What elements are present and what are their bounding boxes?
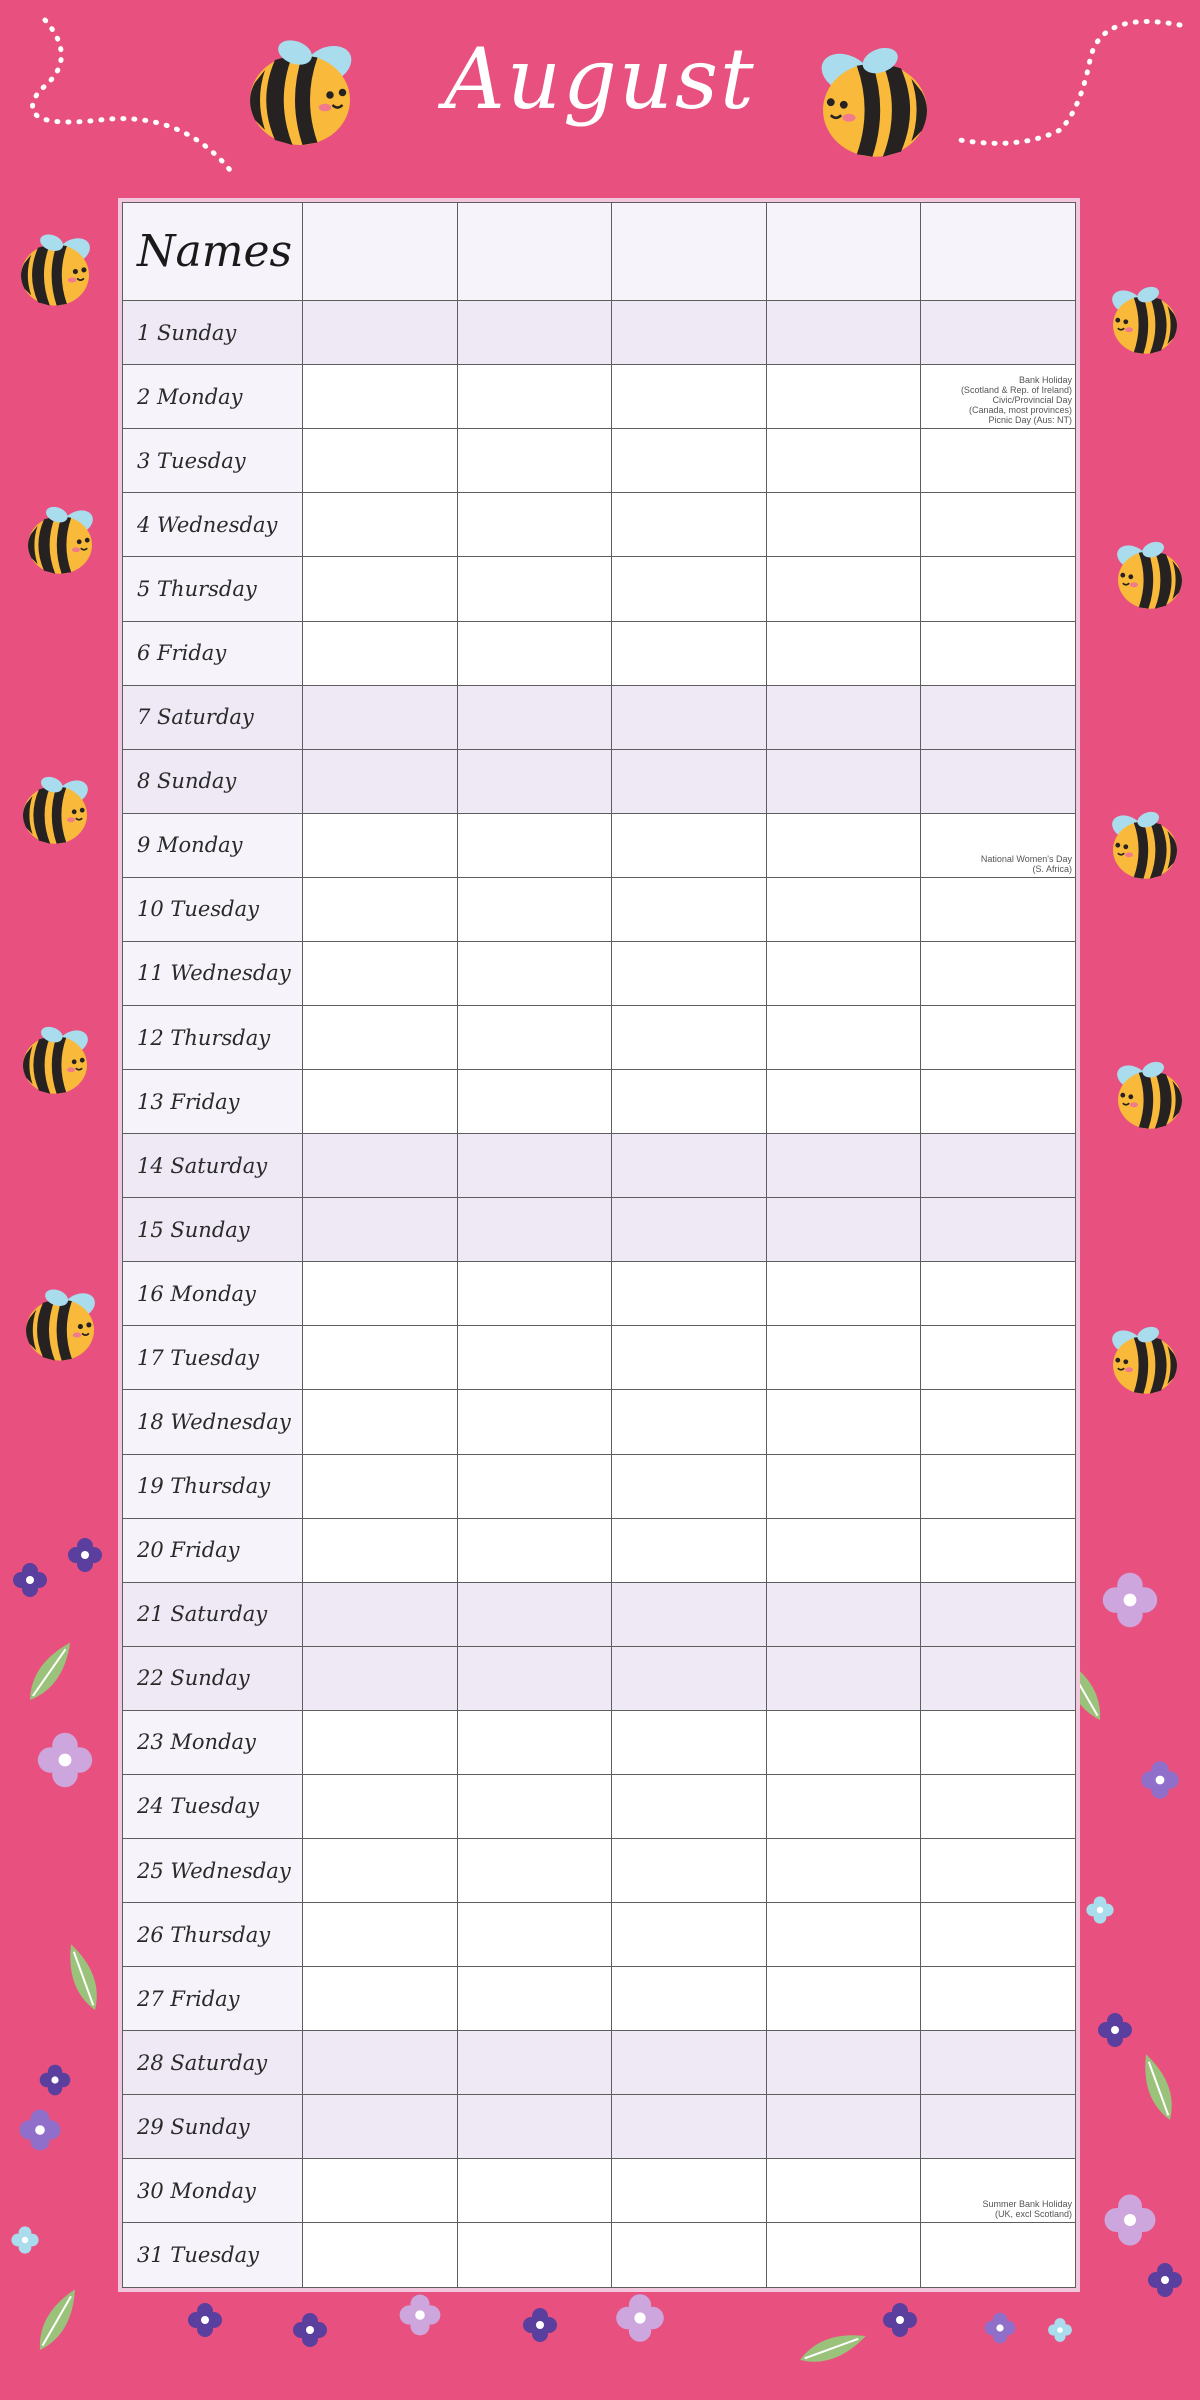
- flower-icon: [1103, 1573, 1157, 1627]
- day-cell[interactable]: [612, 2095, 767, 2159]
- day-cell[interactable]: [303, 621, 458, 685]
- day-cell[interactable]: [612, 749, 767, 813]
- day-cell[interactable]: [457, 1070, 612, 1134]
- day-cell[interactable]: [766, 365, 921, 429]
- name-column-header[interactable]: [766, 203, 921, 301]
- day-cell[interactable]: [303, 877, 458, 941]
- day-cell[interactable]: [612, 493, 767, 557]
- day-cell[interactable]: [766, 2095, 921, 2159]
- day-cell[interactable]: [766, 1710, 921, 1774]
- day-cell[interactable]: [921, 2095, 1076, 2159]
- calendar-table: [122, 202, 1076, 2288]
- day-cell[interactable]: [921, 877, 1076, 941]
- day-cell[interactable]: [303, 301, 458, 365]
- leaf-icon: [797, 2327, 870, 2370]
- day-cell[interactable]: [921, 1198, 1076, 1262]
- flower-icon: [400, 2295, 441, 2336]
- day-label: 7 Saturday: [123, 685, 303, 749]
- day-cell[interactable]: [612, 621, 767, 685]
- day-row: [123, 1839, 1076, 1903]
- day-cell[interactable]: [921, 1967, 1076, 2031]
- day-cell[interactable]: [457, 2031, 612, 2095]
- day-label: 9 Monday: [123, 813, 303, 877]
- day-cell[interactable]: [921, 2031, 1076, 2095]
- day-cell[interactable]: [921, 1903, 1076, 1967]
- day-row: [123, 621, 1076, 685]
- flower-icon: [523, 2308, 557, 2342]
- day-cell[interactable]: [612, 1646, 767, 1710]
- flower-icon: [13, 1563, 47, 1597]
- day-cell[interactable]: [303, 941, 458, 1005]
- leaf-icon: [1137, 2051, 1180, 2124]
- day-row: [123, 1390, 1076, 1454]
- day-label: 4 Wednesday: [123, 493, 303, 557]
- name-column-header[interactable]: [457, 203, 612, 301]
- day-cell[interactable]: [303, 429, 458, 493]
- day-row: [123, 1134, 1076, 1198]
- day-cell[interactable]: [457, 1710, 612, 1774]
- day-cell[interactable]: [303, 2223, 458, 2288]
- day-cell[interactable]: [921, 1710, 1076, 1774]
- day-cell[interactable]: [303, 1903, 458, 1967]
- day-cell[interactable]: [921, 1774, 1076, 1838]
- day-row: [123, 2223, 1076, 2288]
- day-cell[interactable]: [457, 941, 612, 1005]
- day-cell[interactable]: [766, 749, 921, 813]
- name-column-header[interactable]: [612, 203, 767, 301]
- day-cell[interactable]: [612, 2031, 767, 2095]
- day-label: 1 Sunday: [123, 301, 303, 365]
- day-cell[interactable]: [303, 749, 458, 813]
- day-cell[interactable]: [612, 301, 767, 365]
- day-label: 25 Wednesday: [123, 1839, 303, 1903]
- flower-icon: [1098, 2013, 1132, 2047]
- day-cell[interactable]: [457, 1198, 612, 1262]
- day-cell[interactable]: [612, 1839, 767, 1903]
- day-cell[interactable]: [921, 1326, 1076, 1390]
- day-row: [123, 813, 1076, 877]
- name-column-header[interactable]: [921, 203, 1076, 301]
- day-cell[interactable]: [612, 1710, 767, 1774]
- day-cell[interactable]: [612, 1903, 767, 1967]
- day-cell[interactable]: [612, 1262, 767, 1326]
- day-cell[interactable]: [457, 2095, 612, 2159]
- day-cell[interactable]: [766, 1006, 921, 1070]
- day-label: 6 Friday: [123, 621, 303, 685]
- day-cell[interactable]: [457, 1903, 612, 1967]
- day-label: 2 Monday: [123, 365, 303, 429]
- holiday-note: Bank Holiday (Scotland & Rep. of Ireland) Civic/Provincial Day (Canada, most provinces) Picnic Day (Aus: NT): [960, 375, 1072, 426]
- day-cell[interactable]: [766, 941, 921, 1005]
- day-label: 20 Friday: [123, 1518, 303, 1582]
- flower-icon: [883, 2303, 917, 2337]
- day-cell[interactable]: [921, 557, 1076, 621]
- day-label: 24 Tuesday: [123, 1774, 303, 1838]
- day-cell[interactable]: [921, 1646, 1076, 1710]
- day-cell[interactable]: [303, 1967, 458, 2031]
- day-row: [123, 1518, 1076, 1582]
- flower-icon: [11, 2226, 38, 2253]
- day-cell[interactable]: [766, 1262, 921, 1326]
- day-cell[interactable]: [457, 877, 612, 941]
- day-cell[interactable]: [457, 1454, 612, 1518]
- day-cell[interactable]: [921, 301, 1076, 365]
- bee-icon: [1108, 1324, 1177, 1394]
- day-cell[interactable]: [457, 365, 612, 429]
- flower-icon: [616, 2294, 664, 2342]
- day-cell[interactable]: [921, 2159, 1076, 2223]
- day-row: [123, 1967, 1076, 2031]
- day-cell[interactable]: [303, 1454, 458, 1518]
- calendar-grid: [118, 198, 1080, 2292]
- day-cell[interactable]: [303, 1326, 458, 1390]
- day-cell[interactable]: [921, 429, 1076, 493]
- day-row: [123, 685, 1076, 749]
- day-cell[interactable]: [766, 1967, 921, 2031]
- flower-icon: [38, 1733, 92, 1787]
- day-cell[interactable]: [457, 1518, 612, 1582]
- day-label: 18 Wednesday: [123, 1390, 303, 1454]
- month-title: August: [444, 30, 756, 128]
- flower-icon: [1141, 1761, 1178, 1798]
- day-cell[interactable]: [457, 557, 612, 621]
- day-row: [123, 1646, 1076, 1710]
- day-cell[interactable]: [457, 1839, 612, 1903]
- day-cell[interactable]: [921, 813, 1076, 877]
- bee-icon: [1108, 809, 1177, 879]
- flower-icon: [985, 2313, 1016, 2344]
- day-row: [123, 1710, 1076, 1774]
- day-cell[interactable]: [612, 1390, 767, 1454]
- day-cell[interactable]: [303, 1582, 458, 1646]
- day-row: [123, 2159, 1076, 2223]
- day-cell[interactable]: [612, 1454, 767, 1518]
- day-cell[interactable]: [303, 1006, 458, 1070]
- day-cell[interactable]: [766, 301, 921, 365]
- day-cell[interactable]: [612, 877, 767, 941]
- day-cell[interactable]: [766, 1903, 921, 1967]
- day-row: [123, 429, 1076, 493]
- day-cell[interactable]: [612, 685, 767, 749]
- day-label: 16 Monday: [123, 1262, 303, 1326]
- day-row: [123, 1454, 1076, 1518]
- day-cell[interactable]: [921, 621, 1076, 685]
- flower-icon: [68, 1538, 102, 1572]
- day-cell[interactable]: [921, 1454, 1076, 1518]
- day-cell[interactable]: [612, 1198, 767, 1262]
- day-cell[interactable]: [766, 1134, 921, 1198]
- day-label: 12 Thursday: [123, 1006, 303, 1070]
- day-label: 15 Sunday: [123, 1198, 303, 1262]
- day-label: 29 Sunday: [123, 2095, 303, 2159]
- day-cell[interactable]: [766, 1390, 921, 1454]
- day-cell[interactable]: [303, 1839, 458, 1903]
- day-cell[interactable]: [766, 1198, 921, 1262]
- day-cell[interactable]: [612, 941, 767, 1005]
- day-label: 17 Tuesday: [123, 1326, 303, 1390]
- day-row: [123, 1582, 1076, 1646]
- day-cell[interactable]: [766, 2031, 921, 2095]
- day-cell[interactable]: [457, 621, 612, 685]
- day-label: 21 Saturday: [123, 1582, 303, 1646]
- day-cell[interactable]: [766, 1326, 921, 1390]
- day-cell[interactable]: [612, 1774, 767, 1838]
- day-cell[interactable]: [303, 2031, 458, 2095]
- day-row: [123, 1774, 1076, 1838]
- day-label: 30 Monday: [123, 2159, 303, 2223]
- day-cell[interactable]: [766, 1774, 921, 1838]
- day-cell[interactable]: [303, 1710, 458, 1774]
- day-cell[interactable]: [612, 1006, 767, 1070]
- flower-icon: [20, 2110, 61, 2151]
- day-cell[interactable]: [766, 2223, 921, 2288]
- day-cell[interactable]: [766, 429, 921, 493]
- day-label: 14 Saturday: [123, 1134, 303, 1198]
- day-cell[interactable]: [766, 557, 921, 621]
- day-label: 19 Thursday: [123, 1454, 303, 1518]
- day-cell[interactable]: [766, 1518, 921, 1582]
- day-cell[interactable]: [921, 685, 1076, 749]
- bee-icon: [1113, 539, 1182, 609]
- bee-icon: [23, 1024, 92, 1094]
- day-cell[interactable]: [612, 1070, 767, 1134]
- day-cell[interactable]: [921, 1390, 1076, 1454]
- day-cell[interactable]: [612, 2223, 767, 2288]
- day-cell[interactable]: [766, 685, 921, 749]
- day-cell[interactable]: [612, 365, 767, 429]
- day-cell[interactable]: [612, 2159, 767, 2223]
- day-label: 11 Wednesday: [123, 941, 303, 1005]
- leaf-icon: [22, 1637, 79, 1706]
- name-column-header[interactable]: [303, 203, 458, 301]
- bee-icon: [1108, 284, 1177, 354]
- day-label: 31 Tuesday: [123, 2223, 303, 2288]
- day-cell[interactable]: [303, 1646, 458, 1710]
- flower-icon: [188, 2303, 222, 2337]
- day-row: [123, 301, 1076, 365]
- day-cell[interactable]: [303, 1198, 458, 1262]
- bee-icon: [28, 504, 97, 574]
- day-row: [123, 557, 1076, 621]
- day-cell[interactable]: [612, 1967, 767, 2031]
- day-cell[interactable]: [457, 1582, 612, 1646]
- day-cell[interactable]: [612, 1582, 767, 1646]
- day-cell[interactable]: [303, 2159, 458, 2223]
- day-cell[interactable]: [921, 1070, 1076, 1134]
- day-cell[interactable]: [921, 1582, 1076, 1646]
- day-row: [123, 1903, 1076, 1967]
- day-row: [123, 941, 1076, 1005]
- day-cell[interactable]: [921, 1134, 1076, 1198]
- day-cell[interactable]: [303, 813, 458, 877]
- flower-icon: [1086, 1896, 1113, 1923]
- header-row: [123, 203, 1076, 301]
- day-cell[interactable]: [766, 493, 921, 557]
- day-cell[interactable]: [303, 1390, 458, 1454]
- holiday-note: National Women's Day (S. Africa): [980, 853, 1072, 874]
- leaf-icon: [62, 1941, 105, 2014]
- day-cell[interactable]: [766, 1070, 921, 1134]
- day-cell[interactable]: [457, 2159, 612, 2223]
- day-row: [123, 2031, 1076, 2095]
- day-cell[interactable]: [766, 813, 921, 877]
- day-label: 28 Saturday: [123, 2031, 303, 2095]
- day-cell[interactable]: [921, 1262, 1076, 1326]
- day-cell[interactable]: [457, 1262, 612, 1326]
- day-cell[interactable]: [612, 813, 767, 877]
- day-cell[interactable]: [303, 365, 458, 429]
- day-cell[interactable]: [457, 493, 612, 557]
- day-cell[interactable]: [766, 1839, 921, 1903]
- bee-icon: [21, 231, 94, 305]
- day-cell[interactable]: [766, 1454, 921, 1518]
- day-cell[interactable]: [303, 2095, 458, 2159]
- day-label: 22 Sunday: [123, 1646, 303, 1710]
- bee-icon: [23, 774, 92, 844]
- day-cell[interactable]: [457, 685, 612, 749]
- day-label: 13 Friday: [123, 1070, 303, 1134]
- day-cell[interactable]: [457, 813, 612, 877]
- day-label: 27 Friday: [123, 1967, 303, 2031]
- holiday-note: Summer Bank Holiday (UK, excl Scotland): [982, 2199, 1072, 2220]
- day-cell[interactable]: [921, 1839, 1076, 1903]
- day-cell[interactable]: [457, 1006, 612, 1070]
- day-cell[interactable]: [457, 1646, 612, 1710]
- day-cell[interactable]: [612, 429, 767, 493]
- day-cell[interactable]: [457, 1390, 612, 1454]
- day-row: [123, 877, 1076, 941]
- bee-icon: [1113, 1059, 1182, 1129]
- flower-icon: [1048, 2318, 1072, 2342]
- flower-icon: [293, 2313, 327, 2347]
- day-cell[interactable]: [303, 1070, 458, 1134]
- day-label: 10 Tuesday: [123, 877, 303, 941]
- day-cell[interactable]: [457, 1134, 612, 1198]
- day-cell[interactable]: [921, 493, 1076, 557]
- day-row: [123, 2095, 1076, 2159]
- day-cell[interactable]: [303, 1262, 458, 1326]
- day-cell[interactable]: [457, 2223, 612, 2288]
- day-row: [123, 493, 1076, 557]
- day-cell[interactable]: [766, 2159, 921, 2223]
- day-cell[interactable]: [612, 1326, 767, 1390]
- day-cell[interactable]: [457, 749, 612, 813]
- day-cell[interactable]: [921, 1006, 1076, 1070]
- day-row: [123, 365, 1076, 429]
- day-cell[interactable]: [921, 941, 1076, 1005]
- day-cell[interactable]: [303, 685, 458, 749]
- day-cell[interactable]: [921, 365, 1076, 429]
- day-row: [123, 749, 1076, 813]
- day-cell[interactable]: [457, 1326, 612, 1390]
- day-label: 5 Thursday: [123, 557, 303, 621]
- day-cell[interactable]: [457, 1967, 612, 2031]
- day-cell[interactable]: [612, 1518, 767, 1582]
- flower-icon: [40, 2065, 71, 2096]
- day-cell[interactable]: [303, 557, 458, 621]
- bee-icon: [26, 1286, 99, 1360]
- day-cell[interactable]: [766, 621, 921, 685]
- day-label: 23 Monday: [123, 1710, 303, 1774]
- day-cell[interactable]: [303, 1134, 458, 1198]
- day-cell[interactable]: [303, 493, 458, 557]
- leaf-icon: [31, 2284, 83, 2355]
- day-cell[interactable]: [612, 1134, 767, 1198]
- day-cell[interactable]: [921, 1518, 1076, 1582]
- day-cell[interactable]: [457, 301, 612, 365]
- names-header: Names: [123, 203, 303, 301]
- day-cell[interactable]: [303, 1518, 458, 1582]
- flower-icon: [1105, 2195, 1156, 2246]
- day-label: 8 Sunday: [123, 749, 303, 813]
- day-cell[interactable]: [921, 2223, 1076, 2288]
- day-label: 26 Thursday: [123, 1903, 303, 1967]
- day-label: 3 Tuesday: [123, 429, 303, 493]
- day-cell[interactable]: [921, 749, 1076, 813]
- flower-icon: [1148, 2263, 1182, 2297]
- day-cell[interactable]: [766, 1646, 921, 1710]
- day-cell[interactable]: [457, 1774, 612, 1838]
- day-cell[interactable]: [612, 557, 767, 621]
- day-cell[interactable]: [457, 429, 612, 493]
- day-row: [123, 1006, 1076, 1070]
- day-row: [123, 1262, 1076, 1326]
- day-row: [123, 1070, 1076, 1134]
- day-cell[interactable]: [766, 877, 921, 941]
- day-row: [123, 1198, 1076, 1262]
- day-row: [123, 1326, 1076, 1390]
- day-cell[interactable]: [303, 1774, 458, 1838]
- day-cell[interactable]: [766, 1582, 921, 1646]
